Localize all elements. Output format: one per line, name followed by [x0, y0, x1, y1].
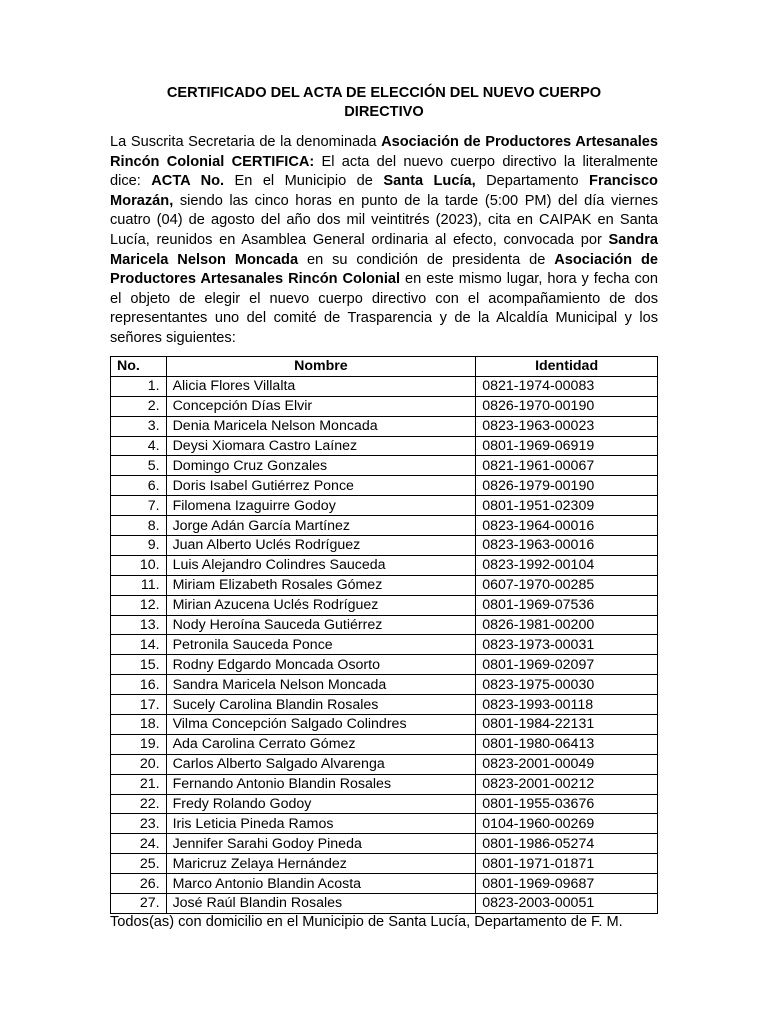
members-table-body [111, 376, 658, 913]
member-identity: 0823-2001-00212 [476, 774, 658, 794]
organization-name: Asociación de Productores Artesanales Rincón Colonial [110, 251, 658, 288]
table-row [111, 396, 658, 416]
table-row [111, 734, 658, 754]
member-identity: 0801-1951-02309 [476, 496, 658, 516]
row-number: 5. [111, 456, 167, 476]
table-row [111, 635, 658, 655]
table-row [111, 894, 658, 914]
table-row [111, 476, 658, 496]
table-row [111, 655, 658, 675]
member-identity: 0823-2003-00051 [476, 894, 658, 914]
member-identity: 0607-1970-00285 [476, 575, 658, 595]
row-number: 12. [111, 595, 167, 615]
member-identity: 0826-1979-00190 [476, 476, 658, 496]
paragraph-text: en este mismo lugar, hora y fecha con el objeto de elegir el nuevo cuerpo directivo con el acompañamiento de dos representantes uno del comité de Trasparencia y de la Alcaldía Municipal y los señores siguientes: [110, 271, 658, 346]
department-name: Francisco Morazán, [110, 173, 658, 209]
title-line-1: CERTIFICADO DEL ACTA DE ELECCIÓN DEL NUEVO CUERPO [166, 85, 602, 101]
table-row [111, 675, 658, 695]
table-row [111, 496, 658, 516]
member-name: Sandra Maricela Nelson Moncada [166, 675, 476, 695]
table-row [111, 794, 658, 814]
row-number: 26. [111, 874, 167, 894]
member-identity: 0823-1964-00016 [476, 516, 658, 536]
table-row [111, 615, 658, 635]
member-name: Nody Heroína Sauceda Gutiérrez [166, 615, 476, 635]
member-identity: 0823-1973-00031 [476, 635, 658, 655]
row-number: 8. [111, 516, 167, 536]
member-name: Fernando Antonio Blandin Rosales [166, 774, 476, 794]
member-identity: 0104-1960-00269 [476, 814, 658, 834]
member-name: Carlos Alberto Salgado Alvarenga [166, 754, 476, 774]
member-identity: 0823-1963-00016 [476, 536, 658, 556]
member-name: Alicia Flores Villalta [166, 376, 476, 396]
footer-note: Todos(as) con domicilio en el Municipio de Santa Lucía, Departamento de F. M. [110, 914, 623, 930]
paragraph-text: en su condición de presidenta de [298, 251, 555, 268]
document-title [110, 84, 658, 122]
row-number: 14. [111, 635, 167, 655]
member-name: Iris Leticia Pineda Ramos [166, 814, 476, 834]
member-identity: 0801-1980-06413 [476, 734, 658, 754]
member-identity: 0826-1970-00190 [476, 396, 658, 416]
member-identity: 0801-1969-07536 [476, 595, 658, 615]
member-name: Filomena Izaguirre Godoy [166, 496, 476, 516]
table-row [111, 695, 658, 715]
member-name: Domingo Cruz Gonzales [166, 456, 476, 476]
member-name: Deysi Xiomara Castro Laínez [166, 436, 476, 456]
member-identity: 0801-1955-03676 [476, 794, 658, 814]
president-name: Sandra Maricela Nelson Moncada [110, 231, 658, 268]
certificate-paragraph [110, 133, 658, 349]
table-row [111, 436, 658, 456]
member-identity: 0821-1961-00067 [476, 456, 658, 476]
title-line-2: DIRECTIVO [344, 104, 424, 120]
paragraph-text: En el Municipio de [224, 173, 384, 190]
member-name: Marco Antonio Blandin Acosta [166, 874, 476, 894]
row-number: 1. [111, 376, 167, 396]
member-identity: 0801-1984-22131 [476, 715, 658, 735]
member-name: Concepción Días Elvir [166, 396, 476, 416]
table-row [111, 814, 658, 834]
members-table [110, 356, 658, 914]
row-number: 16. [111, 675, 167, 695]
row-number: 18. [111, 715, 167, 735]
table-header-row [111, 357, 658, 377]
table-row [111, 516, 658, 536]
table-row [111, 575, 658, 595]
member-name: Sucely Carolina Blandin Rosales [166, 695, 476, 715]
row-number: 23. [111, 814, 167, 834]
table-row [111, 595, 658, 615]
member-name: José Raúl Blandin Rosales [166, 894, 476, 914]
row-number: 2. [111, 396, 167, 416]
table-row [111, 416, 658, 436]
member-identity: 0801-1969-02097 [476, 655, 658, 675]
member-identity: 0801-1969-09687 [476, 874, 658, 894]
table-row [111, 754, 658, 774]
row-number: 17. [111, 695, 167, 715]
member-name: Petronila Sauceda Ponce [166, 635, 476, 655]
member-name: Vilma Concepción Salgado Colindres [166, 715, 476, 735]
row-number: 9. [111, 536, 167, 556]
row-number: 22. [111, 794, 167, 814]
certifica-label: CERTIFICA: [224, 153, 315, 170]
member-identity: 0823-1975-00030 [476, 675, 658, 695]
member-name: Maricruz Zelaya Hernández [166, 854, 476, 874]
member-name: Denia Maricela Nelson Moncada [166, 416, 476, 436]
header-identity: Identidad [476, 357, 658, 377]
row-number: 11. [111, 575, 167, 595]
row-number: 27. [111, 894, 167, 914]
member-name: Luis Alejandro Colindres Sauceda [166, 555, 476, 575]
row-number: 25. [111, 854, 167, 874]
member-name: Doris Isabel Gutiérrez Ponce [166, 476, 476, 496]
organization-name: Asociación de Productores Artesanales Rincón Colonial [110, 134, 658, 170]
row-number: 24. [111, 834, 167, 854]
table-row [111, 555, 658, 575]
header-number: No. [111, 357, 167, 377]
header-name: Nombre [166, 357, 476, 377]
member-identity: 0801-1986-05274 [476, 834, 658, 854]
member-identity: 0823-1993-00118 [476, 695, 658, 715]
row-number: 7. [111, 496, 167, 516]
table-row [111, 774, 658, 794]
paragraph-text: El acta del nuevo cuerpo directivo la literalmente dice: [110, 153, 658, 190]
row-number: 10. [111, 555, 167, 575]
row-number: 13. [111, 615, 167, 635]
member-name: Jennifer Sarahi Godoy Pineda [166, 834, 476, 854]
member-identity: 0823-1963-00023 [476, 416, 658, 436]
paragraph-text: Departamento [475, 173, 590, 190]
member-identity: 0823-2001-00049 [476, 754, 658, 774]
table-row [111, 456, 658, 476]
table-row [111, 536, 658, 556]
table-row [111, 854, 658, 874]
member-identity: 0823-1992-00104 [476, 555, 658, 575]
member-name: Fredy Rolando Godoy [166, 794, 476, 814]
member-name: Rodny Edgardo Moncada Osorto [166, 655, 476, 675]
municipality-name: Santa Lucía, [383, 173, 476, 190]
row-number: 4. [111, 436, 167, 456]
member-identity: 0801-1969-06919 [476, 436, 658, 456]
member-name: Ada Carolina Cerrato Gómez [166, 734, 476, 754]
member-name: Juan Alberto Uclés Rodríguez [166, 536, 476, 556]
table-row [111, 874, 658, 894]
table-row [111, 715, 658, 735]
paragraph-text: siendo las cinco horas en punto de la tarde (5:00 PM) del día viernes cuatro (04) de agosto del año dos mil veintitrés (2023), cita en CAIPAK en Santa Lucía, reunidos en Asamblea General ordinaria al efecto, convocada por [110, 192, 658, 248]
row-number: 21. [111, 774, 167, 794]
member-identity: 0826-1981-00200 [476, 615, 658, 635]
member-identity: 0801-1971-01871 [476, 854, 658, 874]
row-number: 20. [111, 754, 167, 774]
row-number: 6. [111, 476, 167, 496]
paragraph-text: La Suscrita Secretaria de la denominada [110, 134, 382, 150]
table-row [111, 834, 658, 854]
member-name: Mirian Azucena Uclés Rodríguez [166, 595, 476, 615]
member-name: Miriam Elizabeth Rosales Gómez [166, 575, 476, 595]
member-name: Jorge Adán García Martínez [166, 516, 476, 536]
row-number: 3. [111, 416, 167, 436]
row-number: 19. [111, 734, 167, 754]
member-identity: 0821-1974-00083 [476, 376, 658, 396]
row-number: 15. [111, 655, 167, 675]
table-row [111, 376, 658, 396]
acta-number-label: ACTA No. [151, 173, 225, 190]
